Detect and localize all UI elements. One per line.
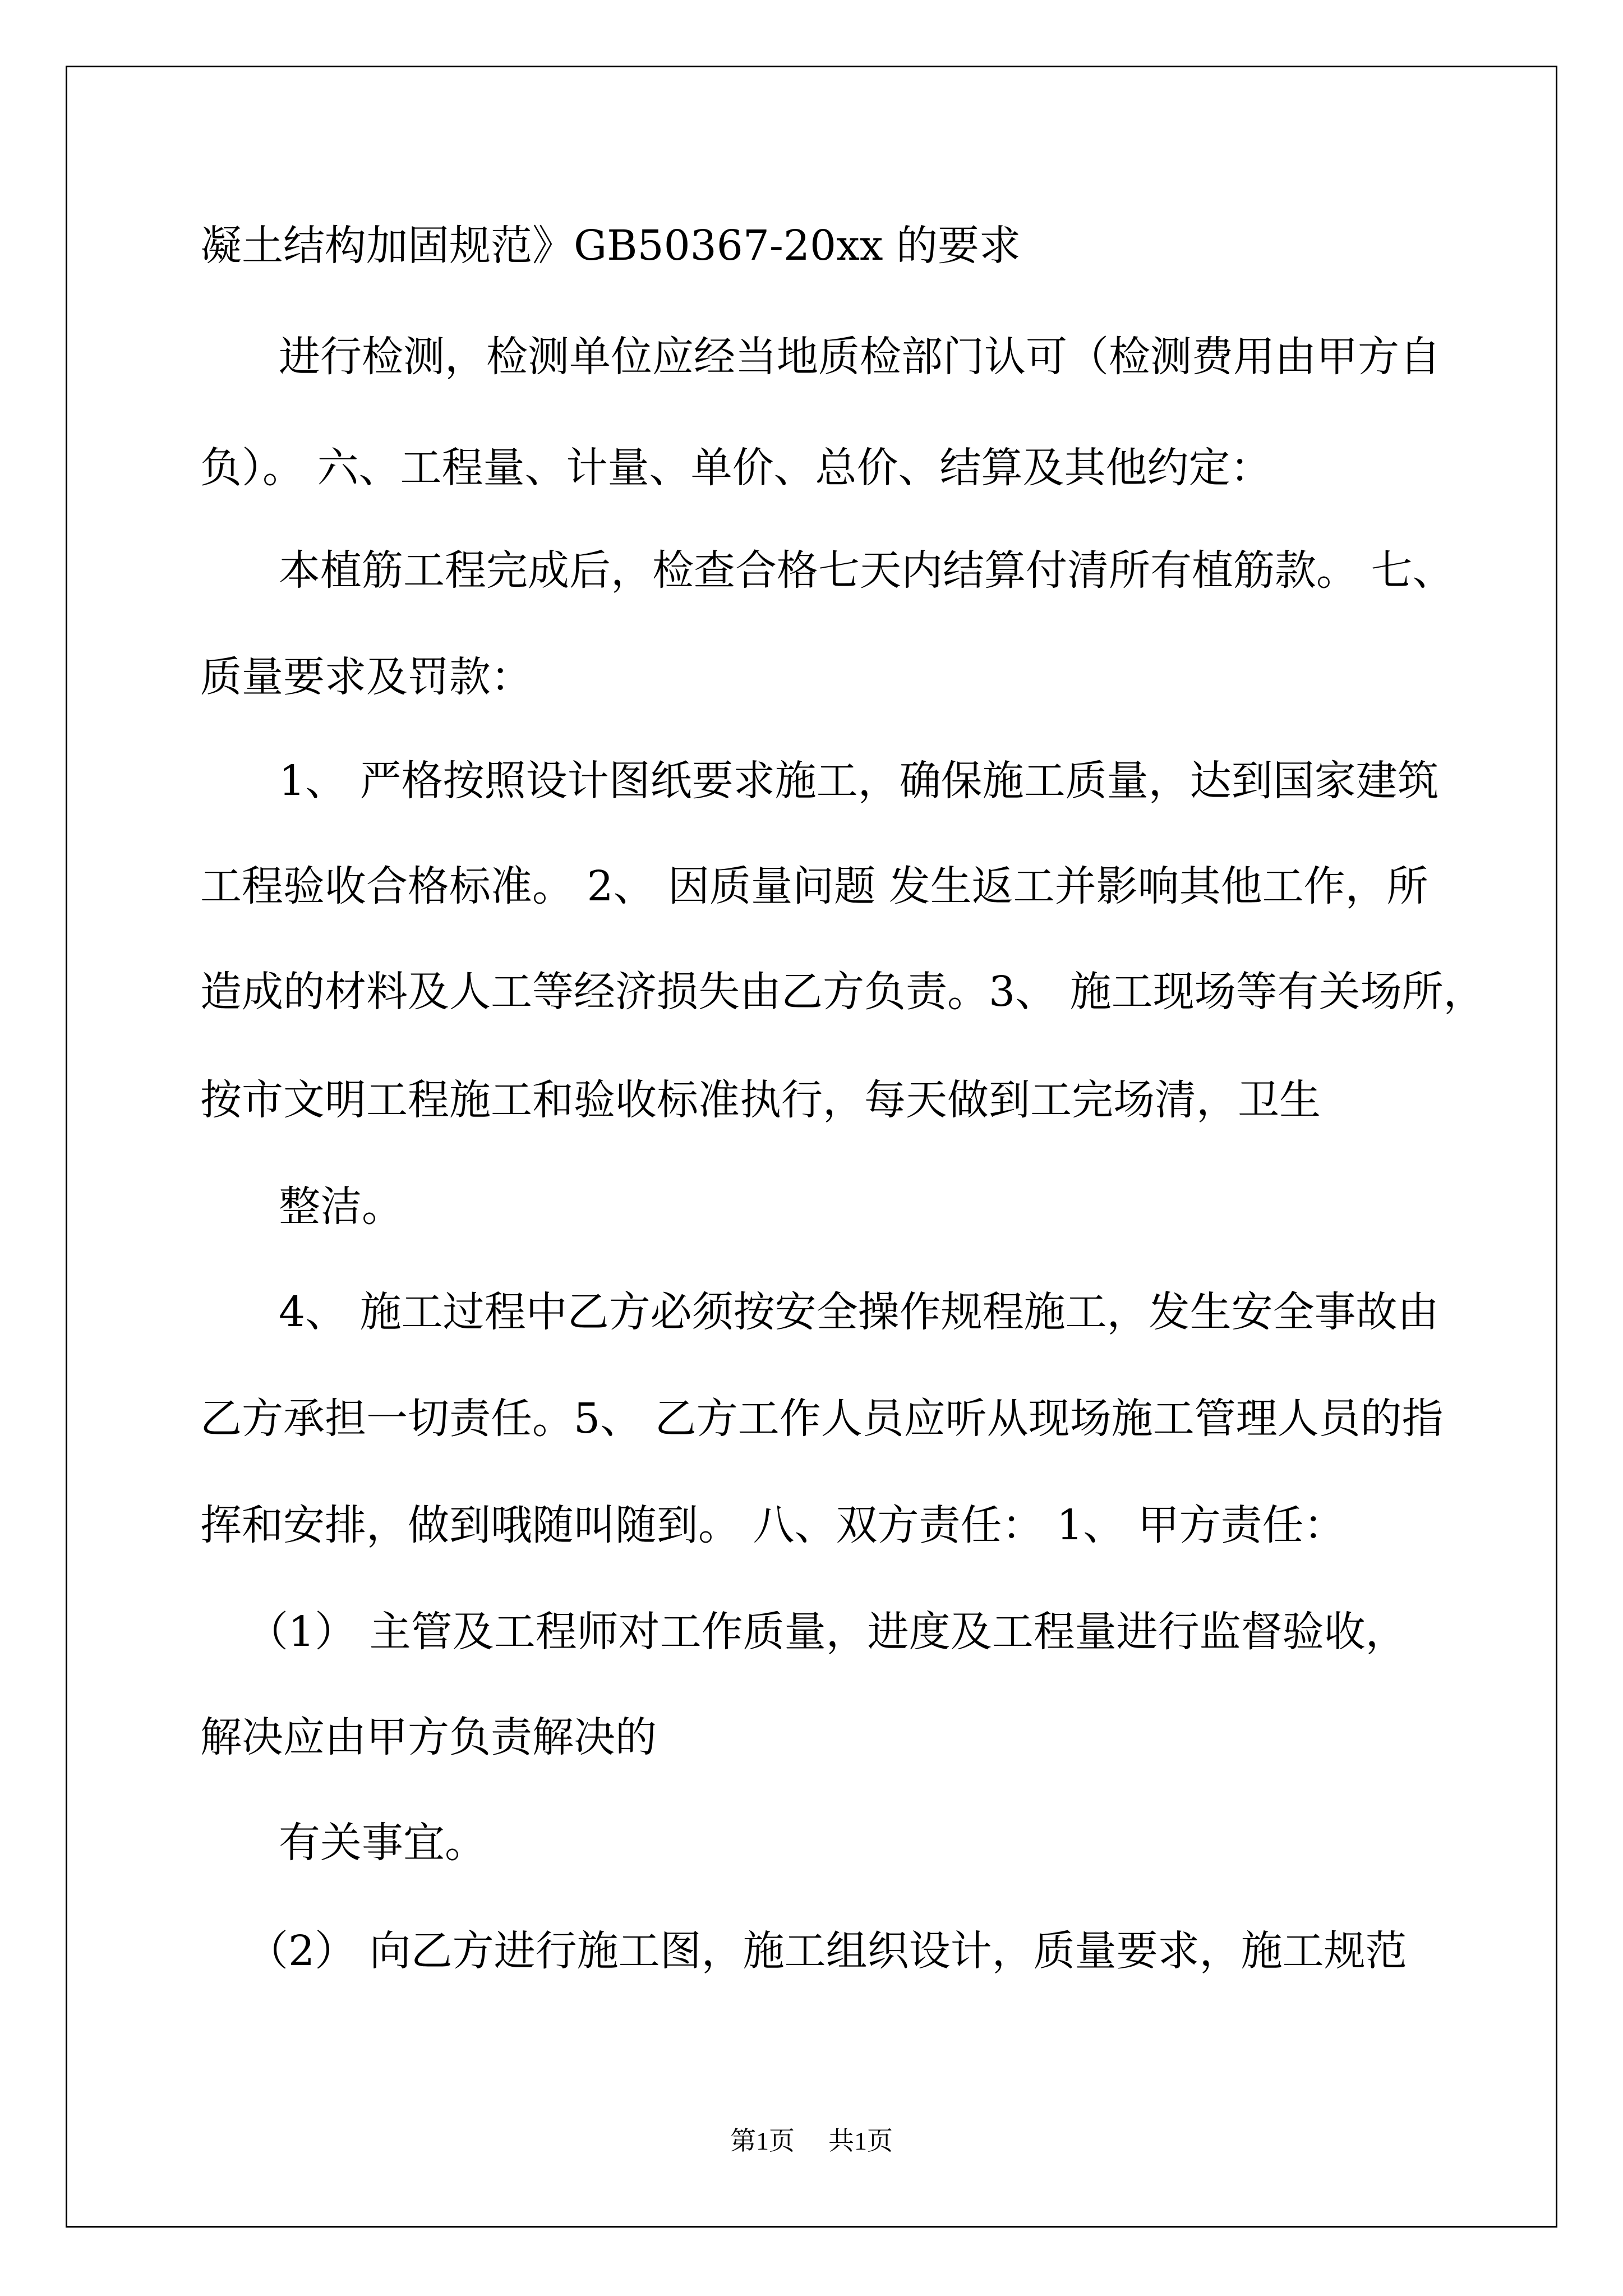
page-footer — [0, 2124, 1623, 2158]
body-line-5: 质量要求及罚款： — [200, 653, 532, 701]
body-line-12: 乙方承担一切责任。5、 乙方工作人员应听从现场施工管理人员的指 — [200, 1395, 1444, 1443]
body-line-15: 解决应由甲方负责解决的 — [200, 1713, 657, 1761]
body-line-2: 进行检测，检测单位应经当地质检部门认可（检测费用由甲方自 — [279, 333, 1441, 381]
page-number-current: 第1页 — [730, 2127, 795, 2155]
body-line-6: 1、 严格按照设计图纸要求施工，确保施工质量，达到国家建筑 — [279, 757, 1439, 805]
body-line-8: 造成的材料及人工等经济损失由乙方负责。3、 施工现场等有关场所， — [200, 968, 1485, 1016]
body-line-17: （2） 向乙方进行施工图，施工组织设计，质量要求，施工规范 — [247, 1927, 1407, 1975]
body-line-3: 负）。 六、工程量、计量、单价、总价、结算及其他约定： — [200, 444, 1272, 492]
body-line-1: 凝土结构加固规范》GB50367-20xx 的要求 — [200, 222, 1021, 270]
body-line-10: 整洁。 — [279, 1182, 403, 1231]
body-line-16: 有关事宜。 — [279, 1819, 486, 1867]
page-number-total: 共1页 — [828, 2127, 893, 2155]
body-line-9: 按市文明工程施工和验收标准执行，每天做到工完场清，卫生 — [200, 1076, 1321, 1124]
body-line-13: 挥和安排，做到哦随叫随到。 八、双方责任： 1、 甲方责任： — [200, 1501, 1345, 1549]
body-line-11: 4、 施工过程中乙方必须按安全操作规程施工，发生安全事故由 — [279, 1288, 1439, 1336]
body-line-4: 本植筋工程完成后，检查合格七天内结算付清所有植筋款。 七、 — [279, 546, 1454, 595]
body-line-14: （1） 主管及工程师对工作质量，进度及工程量进行监督验收， — [247, 1608, 1407, 1656]
body-line-7: 工程验收合格标准。 2、 因质量问题 发生返工并影响其他工作，所 — [200, 862, 1428, 910]
